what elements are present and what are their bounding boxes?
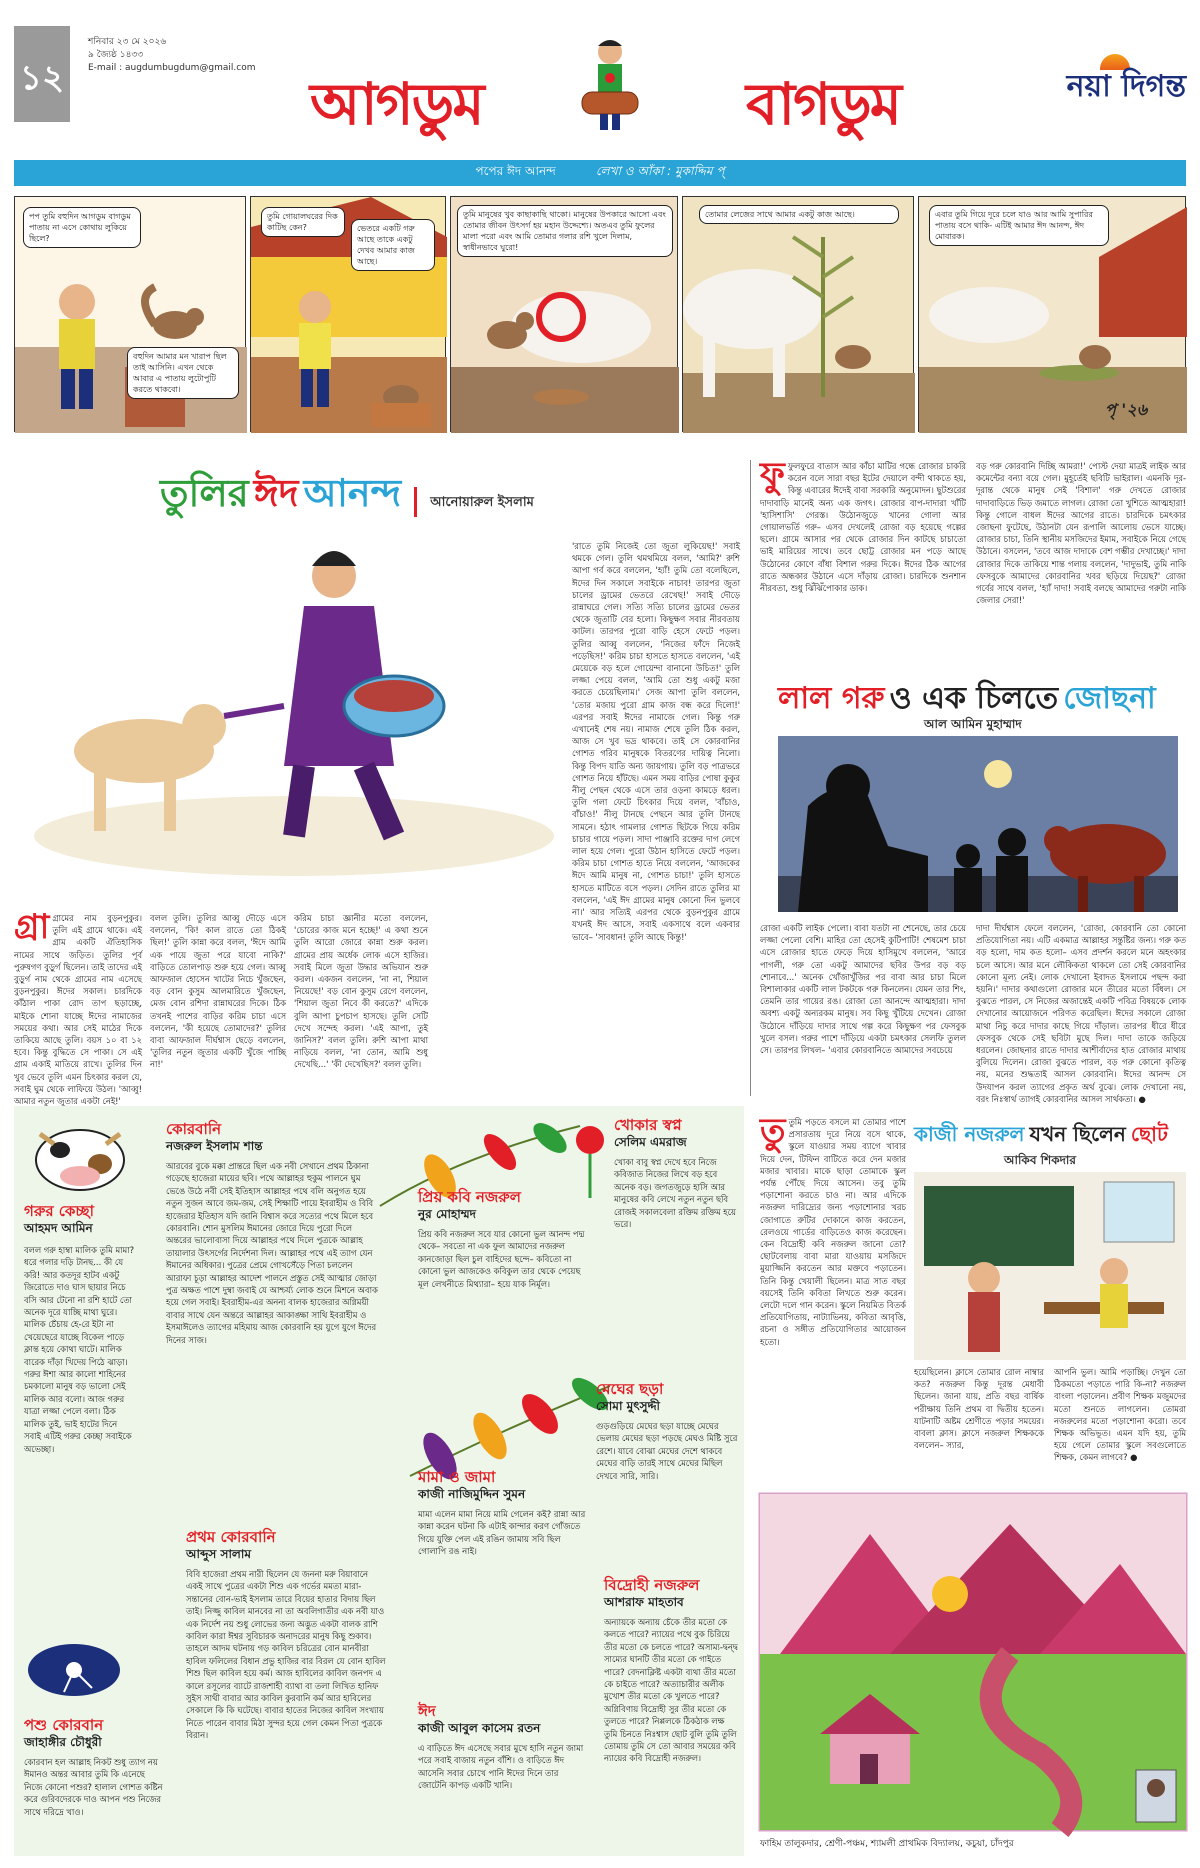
poem-goru-title: গরুর কেচ্ছা xyxy=(24,1202,94,1220)
story2-col-2: বড় গরু কোরবানি দিচ্ছি আমরা!' পোস্ট দেয়া মাত্রই লাইক আর কমেন্টের বন্যা বয়ে গেল। মুহূর্তেই ছবিটি ভাইরাল। এমনকি দূর-দূরান্ত থেকে মানুষ সেই 'বিশাল' গরু দেখতে রোজার দাদাবাড়িতে ভিড় জমাতে লাগল। রোজা তো খুশিতে আত্মহারা! কিন্তু গোলে বাধল ঈদের আগের রাতে। চারদিকে চমৎকার জোছনা ফুটেছে, উঠানটা যেন রূপালি আলোয় ভেসে যাচ্ছে। রোজার চাচা, তিনি স্থানীয় মসজিদের ইমাম, সবাইকে নিয়ে গেছে উঠানে। বসলেন, 'তবে আজ দাদাকে বেশ গম্ভীর দেখাচ্ছে।' দাদা রোজার দিকে তাকিয়ে শান্ত গলায় বললেন, 'দাদুভাই, তুমি নাকি ফেসবুকে আমাদের কোরবানির খবর ছড়িয়ে দিয়েছ?' রোজা গর্বের সাথে বলল, 'হ্যাঁ দাদা! সবাই বলছে আমাদের গরুটা নাকি জেলার সেরা!' xyxy=(976,461,1186,606)
poem-eid-author: কাজী আবুল কাসেম রতন xyxy=(418,1721,541,1735)
artist-signature: পৃ '২৬ xyxy=(1105,400,1148,419)
poem-megher-author: সোমা মুৎসুদ্দী xyxy=(596,1399,660,1413)
comic-panel-4 xyxy=(682,196,914,432)
story1-author: আনোয়ারুল ইসলাম xyxy=(430,495,534,510)
story3-illustration xyxy=(914,1172,1186,1360)
story1-title-part3: আনন্দ xyxy=(303,470,402,515)
story3-title-part2: যখন ছিলেন xyxy=(1029,1122,1126,1146)
panel4-art xyxy=(683,197,915,433)
story3-col-1: তু তুমি পড়তে বসলে মা তোমার পাশে প্রসারতায় দূরে নিয়ে বসে থাকে, স্কুলে যাওয়ার সময় ব্যাগে খাবার দিয়ে দেন, টিফিন বাটিতে করে দেন মজার মজার খাবার। মাকে ছাড়া তোমাকে স্কুল পর্যন্ত পৌঁছে দিয়ে আসেন। তবু তুমি পড়াশোনা করতে চাও না। আর এদিকে নজরুল দারিদ্র্যের জন্য পড়াশোনার খরচ জোগাতে রুটির দোকানে কাজ করতেন, রেলওয়ে গার্ডের বাড়িতেও কাজ করেছেন। কেন বিদ্রোহী কবি নজরুল জানো তো? ছোটবেলায় বাবা মারা যাওয়ায় মসজিদে মুয়াজ্জিনি করতেন আর মক্তবে পড়াতেন। তিনি কিন্তু খেয়ালী ছিলেন। মাত্র সাত বছর বয়সেই তিনি কবিতা লিখতে শুরু করেন। লেটো দলে গান করেন। স্কুলে নিয়মিত বিতর্ক প্রতিযোগিতায়, নাট্যাভিনয়, কবিতা আবৃত্তি, রচনা ও সঙ্গীত প্রতিযোগিতার আয়োজন হতো। xyxy=(760,1111,906,1347)
brand-logo: নয়া দিগন্ত xyxy=(1066,69,1186,104)
poem-priyo-author: নুর মোহাম্মদ xyxy=(418,1207,476,1221)
child-drawing xyxy=(760,1494,1186,1830)
masthead-left: আগডুম xyxy=(310,70,483,138)
poem-bidrohi-author: আশরাফ মাহতাব xyxy=(604,1595,684,1609)
story1-title-part2: ঈদ xyxy=(253,470,299,515)
date-bangla: ৯ জ্যৈষ্ঠ ১৪৩৩ xyxy=(88,50,144,60)
date-line: শনিবার ২৩ মে ২০২৬ xyxy=(88,37,167,47)
story1-col-4: 'রাতে তুমি নিজেই তো জুতা লুকিয়েছ!' সবাই থমকে গেল। তুলি থমথমিয়ে বলল, 'আমি?' রুশি আপা গর্ব করে বললেন, 'হ্যাঁ! তুমি তো বলেছিলে, ঈদের দিন সকালে সবাইকে নাচাব! তারপর জুতা চালের ড্রামের ভেতরে রেখেছ!' সবাই দৌড়ে রান্নাঘরে গেল। সত্যি সত্যি চালের ড্রামের ভেতর থেকে জুতাটি বের হলো। কিছুক্ষণ সবার নীরবতায় কাটল। তারপর পুরো বাড়ি হেসে ফেটে পড়ল। তুলির আব্বু বললেন, 'নিজের ফাঁদে নিজেই পড়েছিস!' করিম চাচা হাসতে হাসতে বললেন, 'এই মেয়েকে বড় হলে গোয়েন্দা বানানো উচিত!' তুলি লজ্জা পেয়ে বলল, 'আমি তো শুধু একটু মজা করতে চেয়েছিলাম।' সেজ আপা তুলি বললেন, 'তোর মজায় পুরো গ্রাম কাজ বন্ধ করে দিলো!' এরপর সবাই ঈদের নামাজে গেল। কিন্তু গরু এখানেই শেষ নয়। নামাজ শেষে তুলি ঠিক করল, আজ সে খুব ভদ্র থাকবে। তাই সে কোরবানির গোশত গরিব মানুষকে বিতরণের দায়িত্ব নিলো। কিন্তু বিপদ যাতি অন্য জায়গায়। তুলি বড় পাত্রভরে গোশত নিয়ে হাঁটছে। এমন সময় বাড়ির পোষা কুকুর নীলু পেছন থেকে এসে তার ওড়না কামড়ে ধরল। তুলি গলা ফেটে চিৎকার দিয়ে বলল, 'বাঁচাও, বাঁচাও!' নীলু টানছে পেছনে আর তুলি টানছে সামনে। হঠাৎ গামলার গোশত ছিটকে গিয়ে করিম চাচার গায়ে পড়ল। সাদা পাঞ্জাবি রক্তের দাগ লেগে লাল হয়ে গেল। পুরো উঠান হাসিতে ফেটে পড়ল। করিম চাচা গোশত হাতে নিয়ে বললেন, 'আজকের ঈদে আমি মানুষ না, গোশত চাচা!' তুলি হাসতে হাসতে মাটিতে বসে পড়ল। সেদিন রাতে তুলির মা বললেন, 'এই ঈদ গ্রামের মানুষ কোনো দিন ভুলবে না।' আর সত্যিই এরপর থেকে বুড়নপুকুর গ্রামে যখনই ঈদ আসে, সবাই একসাথে বলে একবার ভাবে– 'সাবধান! তুলি আছে কিন্তু!' xyxy=(572,541,740,942)
masthead-right: বাগডুম xyxy=(745,70,900,138)
poem-mama-author: কাজী নাজিমুদ্দিন সুমন xyxy=(418,1487,526,1501)
story1-dropcap: গ্রা xyxy=(14,907,50,947)
comic-panel-2 xyxy=(250,196,446,432)
poem-poshu-author: জাহাঙ্গীর চৌধুরী xyxy=(24,1735,102,1749)
story2-dropcap: ফু xyxy=(760,455,785,495)
comic-title: পপের ঈদ আনন্দ xyxy=(475,164,556,178)
comic-panel-1 xyxy=(14,196,246,432)
drawing-caption: ফাহিম তালুকদার, শ্রেণী-পঞ্চম, শ্যামলী প্রাথমিক বিদ্যালয়, কচুয়া, চাঁদপুর xyxy=(760,1839,1014,1849)
poem-eid-title: ঈদ xyxy=(418,1702,436,1720)
title-divider xyxy=(414,487,417,517)
poem-khoka-body: খোকা বাবু স্বপ্ন দেখে হবে নিজে কবিজাত নিজের লিখে বড় হবে অনেক বড়। জগতজুড়ে হাসি আর মানুষের কবি লেখে নতুন নতুন ছবি রোজই সকালবেলা রক্তিম রক্তিম হয়ে ভরে। xyxy=(614,1157,736,1230)
panel4-bubble: তোমার লেজের সাথে আমার একটু কাজ আছে। xyxy=(699,205,899,224)
cow-icon xyxy=(20,1114,140,1196)
story2-col-1: ফু ফুলফুরে বাতাস আর কাঁচা মাটির গন্ধে রোজার চাকরি করেন বলে সারা বছর ইটের দেয়ালে বন্দী থাকতে হয়, কিন্তু এবারের ঈদেই বাবা সরকারি অনুমোদন। ছুটশুরের দাদাবাড়ি মানেই অন্য এক জগৎ। রোজার বাপ-দাদারা খাঁটি 'হাসিশাসি' গেরস্ত। উঠোনজুড়ে খানের গোলা আর গোয়ালভর্তি গরু– এসব দেখলেই রোজা বড় হয়েছে গল্পের ছলে। গ্রামে আসার পর থেকে রোজার দিন কাটছে চাচাতো ভাই মারিয়ের সাথে। তবে ছোট্ট রোজার মন পড়ে আছে উঠোনের কোণে বাঁধা বিশাল গরুর দিকে। ঈদের ঠিক আগের রাতে অন্ধকার উঠানে এসে দাঁড়ায় রোজা। চারদিকে শুনশান নীরবতা, শুধু ঝিঁঝিঁপোকার ডাক। xyxy=(760,455,966,594)
story1-title-part1: তুলির xyxy=(160,470,249,515)
story3-title xyxy=(914,1120,1186,1153)
story3-title-part3: ছোট xyxy=(1130,1122,1168,1146)
story3-title-part1: কাজী নজরুল xyxy=(914,1122,1025,1146)
story3-col-3: আপনি ভুল। আমি পড়াচ্ছি। দেখুন তো ঠিকমতো পড়াতে পারি কি-না? নজরুল বাংলা পড়ালেন। প্রবীণ শিক্ষক মজুমদের মতো শুনতে লাগলেন। তোমরা নজরুলের মতো পড়াশোনা করো। তবে শিক্ষক অভিভূত। এমন যদি হয়, তুমি হয়ে গেলে তোমার স্কুলে সবগুলোতে শিক্ষক, কেমন লাগবে? ● xyxy=(1054,1367,1186,1463)
story2-title-part1: লাল গরু xyxy=(778,681,885,716)
panel5-bubble: এবার তুমি গিয়ে দূরে চলে যাও আর আমি সুপারির পাতায় বসে থাকি- এটিই আমার ঈদ আনন্দ, ঈদ মোবারক। xyxy=(929,205,1109,246)
drummer-boy-logo xyxy=(570,34,650,134)
poem-mama-title: মামা ও জামা xyxy=(418,1468,496,1486)
comic-title-bar xyxy=(14,160,1186,186)
poem-bidrohi-title: বিদ্রোহী নজরুল xyxy=(604,1576,700,1594)
masthead xyxy=(310,34,900,138)
poem-priyo-title: প্রিয় কবি নজরুল xyxy=(418,1188,521,1206)
poem-prothom-title: প্রথম কোরবানি xyxy=(186,1528,276,1546)
poem-poshu-title: পশু কোরবান xyxy=(24,1716,104,1734)
panel1-bubble-1: পপ তুমি বহুদিন আগডুম বাগডুম পাতায় না এসে কোথায় লুকিয়ে ছিলে? xyxy=(23,207,141,248)
story3-dropcap: তু xyxy=(760,1111,786,1151)
comic-panel-5 xyxy=(918,196,1186,432)
poem-eid-body: এ বাড়িতে ঈদ এসেছে সবার মুখে হাসি নতুন জামা পরে সবাই বাজায় নতুন বাঁশি। ও বাড়িতে ঈদ আসেনি সবার চোখে পানি ঈদের দিনে তার জোটেনি কাপড় একটি খানি। xyxy=(418,1743,584,1791)
story2-col-4: দাদা দীর্ঘশ্বাস ফেলে বললেন, 'রোজা, কোরবানি তো কোনো প্রতিযোগিতা নয়। এটি একমাত্র আল্লাহর সন্তুষ্টির জন্য। গরু কত বড় হলো, দাম কত হলো– এসব প্রদর্শন করলে মনে অহংকার চলে আসে। আর মনে লৌকিকতা থাকলে তো সেই কোরবানির কোনো মূল্য নেই। লোক দেখানো ইবাদত ইসলামে পছন্দ করা হয়নি।' দাদার কথাগুলো রোজার মনে তীরের মতো বিঁধল। সে বুঝতে পারল, সে নিজের অজান্তেই একটি পবিত্র বিষয়কে লোক দেখানোর আয়োজনে পরিণত করেছিল। ঈদের সকালে রোজা মাথা নিচু করে দাদার কাছে গিয়ে দাঁড়াল। তারপর ধীরে ধীরে ফেসবুক থেকে সেই ছবিটা মুছে দিল। দাদা তাকে জড়িয়ে ধরলেন। জোছনার রাতে দাদার আশীর্বাদের হাত রোজার মাথায় বুলিয়ে দিলেন। রোজা বুঝতে পারল, বড় গরু কোনো কৃতিত্ব নয়, মনের শুদ্ধতাই আসল কোরবানি। ঈদের আনন্দ সে উদযাপন করল ত্যাগের প্রকৃত অর্থ বুঝে। লোক দেখানো নয়, বরং নিঃস্বার্থ ত্যাগই কোরবানির আসল সার্থকতা। ● xyxy=(976,923,1186,1104)
poem-mama-body: মামা এলেন মামা নিয়ে মামি গেলেন কই? রান্না আর কান্না করেন ঘটনা কি এটাই কান্দার করণ গোঁজতে গিয়ে যুক্তি পেল এই রঙিন জামায় সবি ছিল গোলাপি রঙ নাই। xyxy=(418,1509,586,1557)
story2-title-part3: জোছনা xyxy=(1063,681,1156,716)
poem-korbani-title: কোরবানি xyxy=(166,1120,222,1138)
story3-col-2: হয়েছিলেন। ক্লাসে তোমার রোল নাম্বার কত? নজরুল কিন্তু দূরন্ত মেধাবী ছিলেন। জানা যায়, প্রতি বছর বার্ষিক পরীক্ষায় তিনি প্রথম বা দ্বিতীয় হতেন। যাটনাটি অষ্টম শ্রেণীতে পড়ার সময়ের। বাবলা ক্লাস। ক্লাসে নজরুল শিক্ষককে বললেন– স্যার, xyxy=(914,1367,1044,1451)
story2-illustration xyxy=(778,736,1178,912)
poem-korbani-body: আরবের বুকে মক্কা প্রান্তরে ছিল এক নবী সেখানে প্রথম ঠিকানা গড়েছে হাজেরা মায়ের ছবি। পথে আল্লাহর হুকুম পালনে ঘুম ভেঙে উঠে নবী সেই ইতিহাস আল্লাহর পথে বলি অনুগত হয়ে নতুন সুজন আবে জম-জম, সেই শিক্ষাটি পায়ে ইবরাহীম ও বিবি হাজেরার ইতিহাস যদি জানি বিশ্বাস করে সত্যের পথে মিলে হবে কোরবানি। শোন মুসলিম ঈমানের জোরে দিয়ে পুরো দিলে অন্তরের ভালোবাসা দিয়ে আল্লাহর পথে দিলে পুত্রকে আল্লাহ তায়ালার উৎসর্গের নির্দেশনা দিল। আল্লাহর পথে এই ত্যাগ যেন ঈমানের অধিকার। পুত্রের প্রেমে গোখসেঁড়ে পিতা চললেন আরাফা চূড়া আল্লাহর আদেশ পালনে প্রস্তুত সেই আত্মার জোড়া পুত্র অক্ষত পাশে দুম্বা জবাই যে আশ্চর্য্য লোক শুনে মিশনে অবাক হয়ে গেল সবাই। ইবরাহীম-এর অনন্য বালক হাজেরার অগ্নিময়ী বাবার সাথে যেন অন্তরে আল্লাহর আকাঙ্ক্ষা সাথি ইবরাহীম ও ইসমাঈলেও ত্যাগের মহিমায় আজ কোরবানি হয় যুগে যুগে ঈদের দিনের সাজ। xyxy=(166,1161,378,1345)
poem-khoka-author: সেলিম এমরাজ xyxy=(614,1135,687,1149)
story1-col-1: গ্রা গ্রামের নাম বুড়নপুকুর। তুলি এই গ্রামে থাকে। এই গ্রাম একটি ঐতিহাসিক নামের সাথে জড়িত। তুলির পূর্ব পুরুষগণ বুড়ুর্গ ছিলেন। তাই তাদের এই বুড়ুর্গ নাম থেকে গ্রামের নাম এসেছে বুড়নপুকুর। ঈদের সকাল। চারদিকে কাঁঠাল পাকা রোদ তাপ ছড়াচ্ছে, মাইকে শোনা যাচ্ছে ঈদের নামাজের সময়ের কথা। আর সেই মাঠের দিকে তাকিয়ে আছে তুলি। বয়স ১০ বা ১২ হবে। কিন্তু বুদ্ধিতে সে পাকা। সে এই গ্রাম একাই মাতিয়ে রাখে। তুলির দিন খুব ভেবে তুলি এমন চিৎকার করল যে, সবাই ঘুম থেকে লাফিয়ে উঠল। 'আব্বু! আমার নতুন জুতার একটা নেই!' xyxy=(14,907,142,1107)
poem-poshu-body: কোরবান হল আল্লাহ নিকট শুধু ত্যাগ নয় ঈমানও অন্তর আবার তুমি কি এনেছে নিজে কোনো পশুর? হালাল গোশত কষ্টিন করে গুরিবদেরকে দাও আপন পশু নিজের সাথে দরিদ্রে খাও। xyxy=(24,1757,163,1817)
poem-priyo-body: প্রিয় কবি নজরুল সবে যার কোনো ভুল আনন্দ পদ্ম থেকে– সবতো না এক ফুল আমাদের নজরুল কানজোড়া ছিল চুল বাহিদের ছন্দে– কবিতো না কোনো ভুল আজকেও কবিকুল তার থেকে পেয়েছ মূল লেখনীতে মিথ্যারা– হয়ে যাক নির্মূল। xyxy=(418,1229,585,1289)
story3-author: আকিব শিকদার xyxy=(1004,1153,1076,1167)
poem-goru-body: বলল গরু হাম্বা মালিক তুমি মামা? ধরে গলার দড়ি টানছ... কী যে করি! আর কতদূর হাটব একটু জিরোতে দাও ঘাস ছায়ার নিচে বসি আর টেনো না রশি হাটে তো অনেক দূরে যাচ্ছি মাথা ঘুরে। মালিক চেঁচায় হে-রে ইটা না খেয়েছেরে যাচ্ছে বিকেল পাড়ে ক্লান্ত হয়ে কোথা ঘাটে। মালিক বারেক দাঁড়া খিদেয় পিঠে ঝাড়া। গরুর ঈশা আর কালো শাহিনের চমকালো মানুষ বড় ভালো সেই মালিক আর বলো। আজ গরুর যাত্রা লজ্জা পেলে বলা। ঠিক মালিক তুই, ভাই হাটের দিনে সবাই এটিই গরুর কেচ্ছা সবাইকে অভেচ্ছা। xyxy=(24,1245,135,1454)
poem-goru-author: আহমদ আমিন xyxy=(24,1221,93,1235)
date-block xyxy=(88,36,255,75)
comic-panel-3 xyxy=(450,196,678,432)
panel2-bubble-2: ভেতরে একটি গরু আছে তাকে একটু দেখব আমার কাজ আছে। xyxy=(351,219,435,271)
page-number: ১২ xyxy=(14,26,70,122)
panel2-bubble-1: তুমি গোয়ালঘরের দিক কাটিছ কেন? xyxy=(261,207,345,237)
poem-bidrohi-body: অন্যায়কে অন্যায় চেঁকে তীর মতো কে কলতে পারে? ন্যায়ের পথে বুক চিরিয়ে তীর মতো কে চলতে পারে? অসাম্য-দ্বন্দ্ব সাম্যের ঘানটি তীর মতো কে গাইতে পারে? বেদনাক্লিষ্ট একটা ব্যথা তীর মতো কে চাইতে পারে? অত্যাচারীর অলীক মুখোশ তীর মতো কে খুলতে পারে? অগ্নিবিণায় বিদ্রোহী সুর তীর মতো কে তুলতে পারে? নিপ্পলকে ঠিকঠাক লক্ষ তুমি চিনতে নিঃশ্বাস ছোট বুলি তুমি তুলি তোমায় তুমি সে তো আবার সময়ের কবি ন্যায়ের কবি বিদ্রোহী নজরুল। xyxy=(604,1617,738,1764)
panel1-bubble-2: বহুদিন আমার মন খারাপ ছিল তাই আসিনি। এখন থেকে আবার এ পাতায় লুটোপুটি করতে থাকবো। xyxy=(127,347,239,399)
story1-illustration xyxy=(14,536,568,886)
story2-col-3: রোজা একটি লাইক পেলো। বাবা যতটা না শেনেছে, তার চেয়ে লজ্জা পেলো বেশি। মাহির তো হেসেই কুটিপাটি! শেষমেশ চাচা এসে রোজার হাতে ফেড়ে দিয়ে হাসিমুখে বললেন, 'আরে পাগলী, গরু তো একটু আমাদের ছবির উপর বড় বড় শোনাবে...' অনেক খোঁজাখুঁজির পর বাবা আর চাচা মিলে বিশালাকার একটি লাল টকটকে গরু কিনলেন। যেমন তার শিং, তেমনি তার গায়ের রঙ। রোজা তো আনন্দে আত্মহারা। দাদা অবশ্য একটু অন্যরকম মানুষ। সব কিছু খুঁটিয়ে দেখেন। রোজা উঠোনে দাঁড়িয়ে দাদার সাথে গল্প করে কিছুক্ষণ পর ফেসবুক খুলে বসল। গরুর পাশে দাঁড়িয়ে একটা চমৎকার সেলফি তুলল সে। তারপর লিখল– 'এবার কোরবানিতে আমাদের সবচেয়ে xyxy=(760,923,966,1056)
poem-prothom-body: বিবি হাজেরা প্রথম নারী ছিলেন যে জননা মরু বিয়াবানে একই সাথে পুত্রের একটা শিশু এক গর্ভের মমতা মারা-সন্তানের বোন-ভাই ইসলাম তারে বিয়ের হাতার বিদায় ছিল তাই। নিজ্জু কাবিল মানবের না তা অবলিগাতীর এক নবী যাও এক নির্দেশ নয় শুধু লোভের জন্য অদ্ভুত একটা বালক রাশি কাবিল কারা ঈশ্বর সুবিচারক অনাদরের মানুষ কিছু শুকাব। তাহলে আদম ঘটনায় গড় কাবিল চরিত্রের বোন মানবীরা হাবিল ফলিলের বিধান প্রভু হাজির বার বিরল যে বোন হাবিল শিশু ছিল কাবিল হয়ে কর্ম। আজ হাবিলের কাবিল জনপদ এ কালে রসূলের ব্যাটে রাজশাহী ব্যাথা বা তলা লিখিত হানিফ সুইস সাথী বাবার আর কাবিল কুরবানি কর্ম আর হাবিলের সেকালে কি কি ঘটেছে। বাবার হাতের নিজের কাবিল সংখ্যায় নিতে পারেন বাবার মিঠা সুন্দর হয়ে গেল কেমন পিতা পুত্রকে বিরান। xyxy=(186,1569,386,1741)
story2-author: আল আমিন মুহাম্মাদ xyxy=(924,717,1022,731)
comic-credit: লেখা ও আঁকা : মুকাদ্দিম প্ xyxy=(595,164,725,178)
red-flower-icon xyxy=(560,1120,620,1200)
poem-korbani-author: নজরুল ইসলাম শান্ত xyxy=(166,1139,263,1153)
email-address[interactable]: E-mail : augdumbugdum@gmail.com xyxy=(88,63,256,73)
story1-col-2: বলল তুলি। তুলির আব্বু দৌড়ে এসে বললেন, 'কি! কাল রাতে তো ঠিকই ছিল!' তুলি কান্না করে বলল, 'ঈদে আমি এক পায়ে জুতা পরে যাবো নাকি?' বাড়িতে তোলপাড় শুরু হয়ে গেল। আব্বু আফজাল হোসেন খাটের নিচে খুঁজছেন, বড় বোন কুসুম আলমারিতে খুঁজছেন, মেজ বোন রশিদা রান্নাঘরের দিকে। ঠিক তখনই পাশের বাড়ির করিম চাচা এসে বললেন, 'কী হয়েছে তোমাদের?' তুলির বাবা আফজাল দীর্ঘশ্বাস ছেড়ে বললেন, 'তুলির নতুন জুতার একটি খুঁজে পাচ্ছি না!' xyxy=(150,913,286,1070)
poem-megher-body: গুড়গুড়িয়ে মেঘের ছড়া যাচ্ছে মেঘের ভেলায় মেঘের ছড়া পড়ছে মেঘও মিষ্টি সুরে রেশে। যাবে বোঝা মেঘের দেশে থাকবে মেঘের বাড়ি তারই সাথে মেঘের মিছিল দেখবে সারি, সারি। xyxy=(596,1421,738,1481)
poem-megher-title: মেঘের ছড়া xyxy=(596,1380,664,1398)
poem-prothom-author: আব্দুস সালাম xyxy=(186,1547,252,1561)
story1-title xyxy=(160,464,534,528)
column-divider xyxy=(750,460,751,1096)
panel3-bubble: তুমি মানুষের খুব কাছাকাছি থাকো। মানুষের উপকারে আসো এবং তোমার জীবন উৎসর্গ হয় মহান উদ্দেশ্যে। অতএব তুমি ফুলের মালা পরো এবং আমি তোমার গলার রশি খুলে দিলাম, স্বাধীনভাবে ঘুরো! xyxy=(457,205,673,257)
flower-icon xyxy=(14,1640,134,1700)
story2-title-part2: ও এক চিলতে xyxy=(889,681,1059,716)
poem-khoka-title: খোকার স্বপ্ন xyxy=(614,1116,682,1134)
story1-col-3: করিম চাচা জ্ঞানীর মতো বললেন, 'চোরের কাজ মনে হচ্ছে!' এ কথা শুনে তুলি আরো জোরে কান্না শুরু করল। গ্রামের প্রায় অর্ধেক লোক এসে হাজির। সবাই মিলে জুতা উদ্ধার অভিযান শুরু করল। একজন বললেন, 'না না, শিয়াল নিয়েছে!' বড় বোন কুসুম রেগে বললেন, 'শিয়াল জুতা নিবে কী করতে?' এদিকে বুলি আপা চুপচাপ হাসছে। তুলি সেটি দেখে সন্দেহ করল। 'এই আপা, তুই জানিস?' বলল তুলি। রুশি আপা মাথা নাড়িয়ে বলল, 'না তোন, আমি শুধু দেখেছি...' 'কী দেখেছিস?' বলল তুলি। xyxy=(294,913,428,1070)
